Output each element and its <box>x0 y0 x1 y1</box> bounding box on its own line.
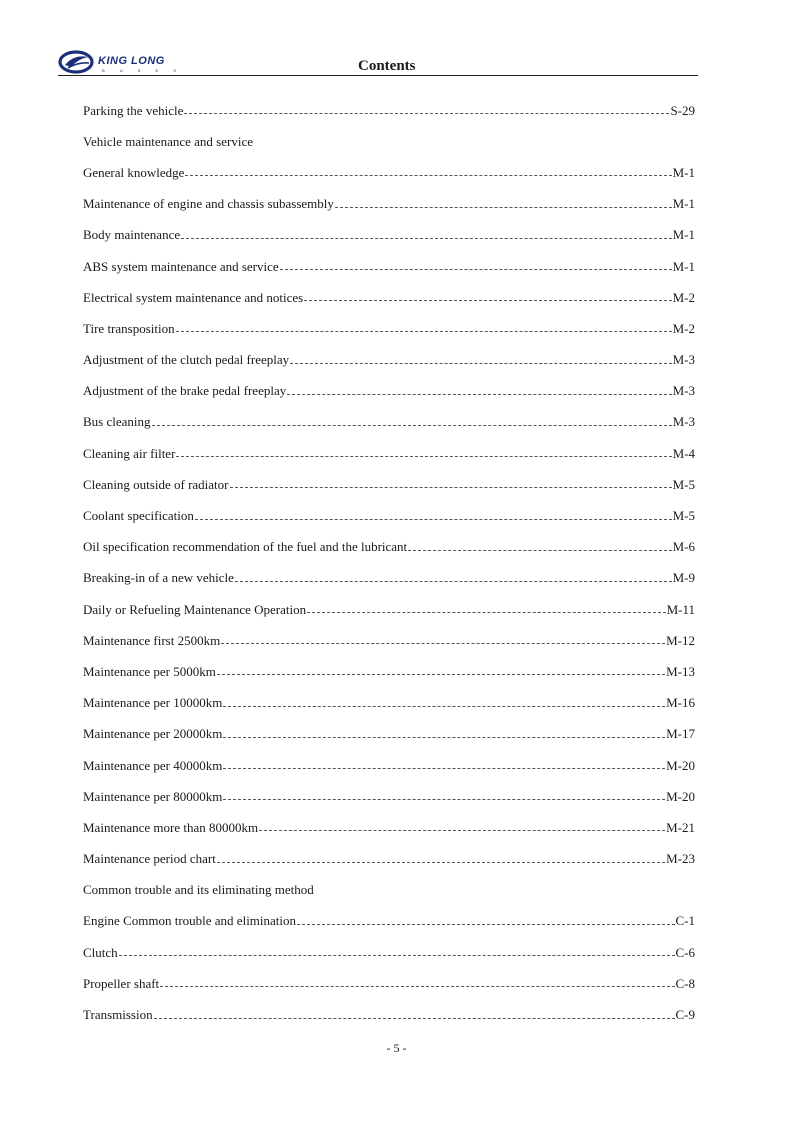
toc-dot-leader <box>185 174 671 176</box>
toc-entry-page: M-21 <box>666 819 695 835</box>
toc-entry-page: C-8 <box>675 975 695 991</box>
toc-entry-title: Breaking-in of a new vehicle <box>83 570 234 586</box>
toc-entry <box>83 781 695 812</box>
toc-entry-title: Maintenance period chart <box>83 851 216 867</box>
toc-entry <box>83 313 695 344</box>
toc-section-heading <box>83 875 695 906</box>
toc-dot-leader <box>335 206 672 208</box>
toc-entry-page: M-17 <box>666 726 695 742</box>
toc-dot-leader <box>297 923 674 925</box>
toc-dot-leader <box>304 299 671 301</box>
toc-entry <box>83 438 695 469</box>
toc-entry-page: M-9 <box>672 570 695 586</box>
toc-entry <box>83 625 695 656</box>
toc-entry-page: M-3 <box>672 352 695 368</box>
page-header <box>58 48 698 76</box>
toc-entry <box>83 750 695 781</box>
toc-entry-title: Vehicle maintenance and service <box>83 133 253 149</box>
toc-entry-page: M-23 <box>666 851 695 867</box>
toc-entry-title: Common trouble and its eliminating method <box>83 882 314 898</box>
toc-entry-title: Propeller shaft <box>83 975 160 991</box>
toc-entry-title: Maintenance per 10000km <box>83 695 223 711</box>
toc-entry <box>83 812 695 843</box>
toc-dot-leader <box>287 393 671 395</box>
header-divider <box>58 75 698 76</box>
toc-entry-page: M-6 <box>672 539 695 555</box>
toc-entry-page: M-3 <box>672 383 695 399</box>
toc-entry <box>83 937 695 968</box>
toc-entry-title: Maintenance per 20000km <box>83 726 223 742</box>
toc-entry <box>83 906 695 937</box>
toc-entry-page: M-2 <box>672 320 695 336</box>
toc-dot-leader <box>230 486 672 488</box>
toc-entry-page: M-16 <box>666 695 695 711</box>
toc-entry-title: Transmission <box>83 1007 153 1023</box>
toc-entry-title: Maintenance per 40000km <box>83 757 223 773</box>
toc-entry <box>83 95 695 126</box>
toc-entry <box>83 500 695 531</box>
toc-section-heading <box>83 126 695 157</box>
toc-entry-page: M-5 <box>672 508 695 524</box>
toc-entry-page: M-1 <box>672 227 695 243</box>
toc-entry <box>83 251 695 282</box>
toc-entry-page: M-5 <box>672 476 695 492</box>
logo-text: KING LONG <box>98 55 165 67</box>
toc-entry-page: M-3 <box>672 414 695 430</box>
toc-entry <box>83 532 695 563</box>
toc-entry-title: Cleaning outside of radiator <box>83 476 229 492</box>
toc-entry-title: Tire transposition <box>83 320 175 336</box>
toc-entry-title: Oil specification recommendation of the fuel and the lubricant <box>83 539 408 555</box>
toc-dot-leader <box>223 767 665 769</box>
logo-subtext: B U S E S <box>102 68 184 73</box>
toc-entry <box>83 345 695 376</box>
toc-dot-leader <box>259 829 665 831</box>
toc-dot-leader <box>221 642 665 644</box>
toc-entry-title: Electrical system maintenance and notices <box>83 289 304 305</box>
toc-dot-leader <box>223 798 665 800</box>
toc-entry-title: Adjustment of the brake pedal freeplay <box>83 383 287 399</box>
toc-entry-page: C-9 <box>675 1007 695 1023</box>
toc-dot-leader <box>184 112 669 114</box>
toc-dot-leader <box>217 861 665 863</box>
toc-entry <box>83 407 695 438</box>
toc-entry-page: C-1 <box>675 913 695 929</box>
toc-entry-title: ABS system maintenance and service <box>83 258 279 274</box>
toc-entry-page: M-1 <box>672 164 695 180</box>
page-title: Contents <box>358 58 416 74</box>
toc-dot-leader <box>307 611 666 613</box>
toc-dot-leader <box>290 362 671 364</box>
toc-entry <box>83 719 695 750</box>
toc-entry-title: Coolant specification <box>83 508 194 524</box>
toc-dot-leader <box>223 705 665 707</box>
toc-dot-leader <box>176 455 671 457</box>
toc-entry <box>83 189 695 220</box>
toc-entry-page: M-1 <box>672 196 695 212</box>
toc-dot-leader <box>217 673 665 675</box>
toc-entry-page: M-20 <box>666 757 695 773</box>
toc-entry <box>83 376 695 407</box>
toc-entry <box>83 999 695 1030</box>
toc-dot-leader <box>235 580 672 582</box>
table-of-contents <box>83 95 695 1031</box>
toc-entry <box>83 220 695 251</box>
toc-entry-page: S-29 <box>670 102 695 118</box>
toc-entry-title: Clutch <box>83 944 118 960</box>
toc-entry-page: M-20 <box>666 788 695 804</box>
toc-entry-page: M-12 <box>666 632 695 648</box>
toc-entry-title: Body maintenance <box>83 227 181 243</box>
toc-entry-page: M-13 <box>666 663 695 679</box>
toc-entry-title: Bus cleaning <box>83 414 151 430</box>
toc-entry-title: Daily or Refueling Maintenance Operation <box>83 601 307 617</box>
toc-entry-title: Maintenance of engine and chassis subassembly <box>83 196 334 212</box>
toc-entry <box>83 157 695 188</box>
toc-entry-title: Cleaning air filter <box>83 445 176 461</box>
toc-entry <box>83 563 695 594</box>
toc-dot-leader <box>223 736 665 738</box>
toc-entry-page: M-1 <box>672 258 695 274</box>
king-long-logo <box>58 50 188 74</box>
toc-dot-leader <box>181 237 672 239</box>
toc-entry <box>83 656 695 687</box>
toc-entry-title: Parking the vehicle <box>83 102 184 118</box>
toc-entry <box>83 282 695 313</box>
toc-entry <box>83 688 695 719</box>
toc-dot-leader <box>152 424 672 426</box>
page-number: - 5 - <box>386 1041 407 1055</box>
toc-entry-title: Maintenance first 2500km <box>83 632 221 648</box>
toc-dot-leader <box>280 268 672 270</box>
toc-entry <box>83 469 695 500</box>
toc-entry <box>83 968 695 999</box>
toc-entry-title: Maintenance more than 80000km <box>83 819 259 835</box>
toc-dot-leader <box>176 330 672 332</box>
toc-entry-title: Maintenance per 80000km <box>83 788 223 804</box>
toc-dot-leader <box>408 549 671 551</box>
toc-entry-page: M-11 <box>666 601 695 617</box>
toc-entry-title: Engine Common trouble and elimination <box>83 913 297 929</box>
toc-entry-title: Maintenance per 5000km <box>83 663 216 679</box>
toc-entry-page: M-4 <box>672 445 695 461</box>
toc-dot-leader <box>154 1017 675 1019</box>
toc-entry <box>83 844 695 875</box>
toc-entry-title: General knowledge <box>83 164 185 180</box>
toc-dot-leader <box>119 954 675 956</box>
toc-dot-leader <box>195 518 672 520</box>
toc-dot-leader <box>160 985 674 987</box>
toc-entry-page: C-6 <box>675 944 695 960</box>
toc-entry <box>83 594 695 625</box>
toc-entry-title: Adjustment of the clutch pedal freeplay <box>83 352 290 368</box>
toc-entry-page: M-2 <box>672 289 695 305</box>
king-long-emblem-icon <box>58 50 96 74</box>
